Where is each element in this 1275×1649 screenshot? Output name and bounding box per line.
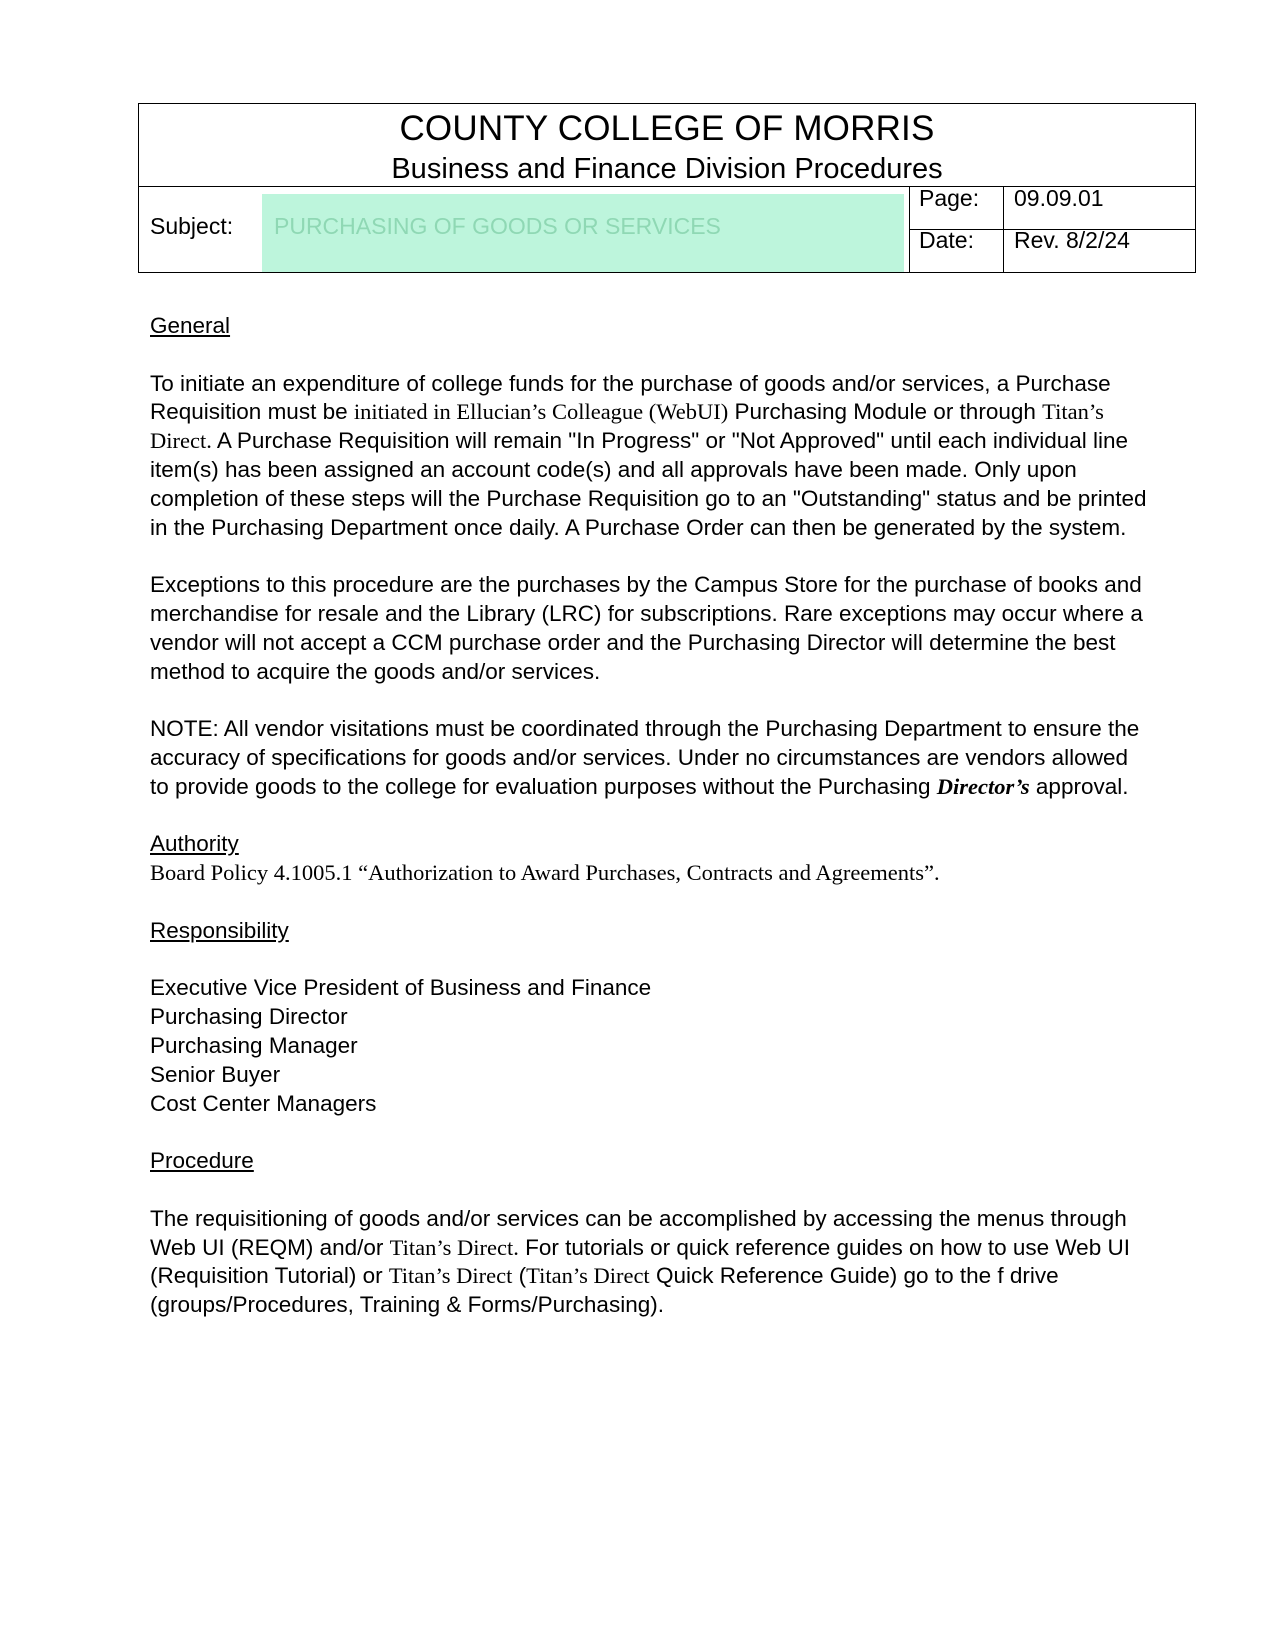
page-label: Page: xyxy=(919,185,980,211)
emphasis-text: Director’s xyxy=(936,773,1030,799)
note-paragraph xyxy=(150,715,1150,801)
text-run: initiated in Ellucian’s Colleague (WebUI) xyxy=(353,399,729,425)
section-heading-procedure: Procedure xyxy=(150,1148,254,1174)
list-item: Purchasing Director xyxy=(150,1004,348,1030)
section-heading-authority: Authority xyxy=(150,831,239,857)
date-label: Date: xyxy=(919,227,974,253)
authority-text: Board Policy 4.1005.1 “Authorization to Award Purchases, Contracts and Agreements”. xyxy=(150,860,940,886)
text-run: Quick Reference Guide) go to the f drive (groups/Procedures, Training & Forms/Purchasing). xyxy=(150,1263,1059,1318)
text-run: Purchasing Module or through xyxy=(728,399,1043,425)
paragraph xyxy=(150,370,1150,543)
text-run: A Purchase Requisition will remain "In Progress" or "Not Approved" until each individual line item(s) has been assigned an account code(s) and all approvals have been made. Only upon completion of these steps will the Purchase Requisition go to an "Outstanding" status and be printed in the Purchasing Department once daily. A Purchase Order can then be generated by the system. xyxy=(150,428,1147,540)
revision-date: Rev. 8/2/24 xyxy=(1014,227,1130,253)
text-run: Titan’s Direct. xyxy=(150,399,1104,454)
text-run: Titan’s Direct. xyxy=(389,1234,519,1260)
list-item: Executive Vice President of Business and Finance xyxy=(150,975,652,1001)
paragraph: Exceptions to this procedure are the purchases by the Campus Store for the purchase of books and merchandise for resale and the Library (LRC) for subscriptions. Rare exceptions may occur where a vendor will not accept a CCM purchase order and the Purchasing Director will determine the best method to acquire the goods and/or services. xyxy=(150,572,1143,684)
text-run: To initiate an expenditure of college funds for the purchase of goods and/or services, a Purchase Requisition must be xyxy=(150,370,1111,425)
division-title: Business and Finance Division Procedures xyxy=(391,153,943,185)
text-run: Titan’s Direct xyxy=(388,1263,513,1289)
subject-label: Subject: xyxy=(150,213,234,239)
text-run: For tutorials or quick reference guides on how to use Web UI (Requisition Tutorial) or xyxy=(150,1234,1130,1289)
text-run: NOTE: All vendor visitations must be coordinated through the Purchasing Department to ensure the accuracy of specifications for goods and/or services. Under no circumstances are vendors allowed to provide goods to the college for evaluation purposes without the Purchasing xyxy=(150,716,1140,799)
list-item: Purchasing Manager xyxy=(150,1032,358,1058)
document-body xyxy=(150,312,1150,1320)
list-item: Senior Buyer xyxy=(150,1061,281,1087)
subject-field xyxy=(262,194,904,272)
page-number: 09.09.01 xyxy=(1014,185,1104,211)
text-run: approval. xyxy=(1029,773,1129,799)
text-run: The requisitioning of goods and/or services can be accomplished by accessing the menus through Web UI (REQM) and/or xyxy=(150,1205,1127,1260)
college-name: COUNTY COLLEGE OF MORRIS xyxy=(399,109,935,148)
text-run: ( xyxy=(512,1263,527,1289)
paragraph xyxy=(150,1205,1150,1320)
section-heading-responsibility: Responsibility xyxy=(150,917,289,943)
subject-value: PURCHASING OF GOODS OR SERVICES xyxy=(274,213,721,239)
list-item: Cost Center Managers xyxy=(150,1090,377,1116)
section-heading-general: General xyxy=(150,313,231,338)
text-run: Titan’s Direct xyxy=(526,1263,650,1289)
header-box xyxy=(138,103,1196,273)
